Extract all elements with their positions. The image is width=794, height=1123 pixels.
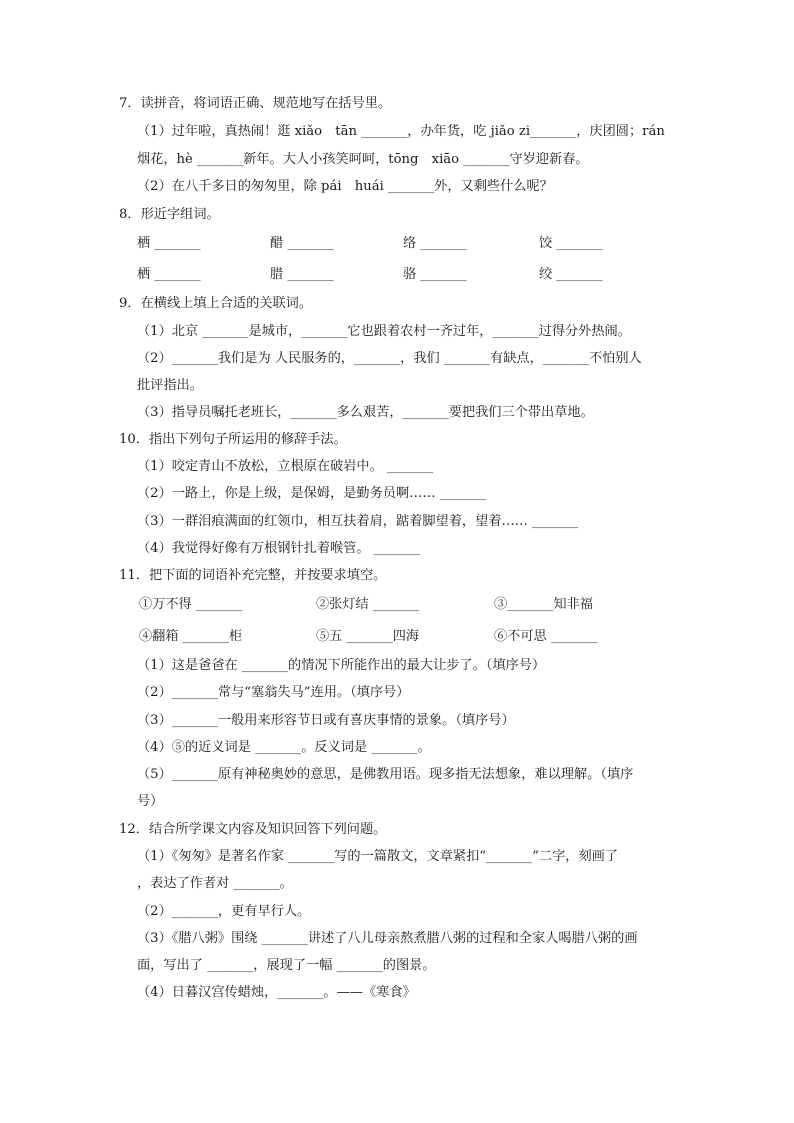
q11-line-3: （3）_______一般用来形容节日或有喜庆事情的景象。（填序号） — [137, 713, 515, 728]
q11-item: ③_______知非福 — [494, 597, 593, 612]
q7-line-3: （2）在八千多日的匆匆里，除 pái huái _______外，又剩些什么呢？ — [137, 179, 553, 194]
q11-line-4: （4）⑤的近义词是 _______。反义词是 _______。 — [137, 740, 431, 755]
q9-line-2: （2）_______我们是为 人民服务的，_______，我们 _______有缺点，_______不怕别人 — [137, 351, 642, 366]
q8-item: 栖 _______ — [137, 236, 201, 251]
q12-title: 12．结合所学课文内容及知识回答下列问题。 — [119, 822, 387, 837]
q9-line-1: （1）北京 _______是城市，_______它也跟着农村一齐过年，_______过得分外热闹。 — [137, 324, 631, 339]
q12-line-4: （3）《腊八粥》围绕 _______讲述了八儿母亲熬煮腊八粥的过程和全家人喝腊八粥的画 — [137, 931, 638, 946]
q11-line-5: （5）_______原有神秘奥妙的意思，是佛教用语。现多指无法想象，难以理解。（填序 — [137, 767, 634, 782]
q9-line-4: （3）指导员嘱托老班长，_______多么艰苦，_______要把我们三个带出草地。 — [137, 405, 594, 420]
q8-item: 腊 _______ — [270, 267, 334, 282]
q11-line-2: （2）_______常与“塞翁失马”连用。（填序号） — [137, 685, 410, 700]
q8-item: 饺 _______ — [539, 236, 603, 251]
q10-line-3: （3）一群泪痕满面的红领巾，相互扶着肩，踮着脚望着，望着…… _______ — [137, 514, 579, 529]
q10-line-4: （4）我觉得好像有万根钢针扎着喉管。 _______ — [137, 541, 420, 556]
q8-item: 绞 _______ — [539, 267, 603, 282]
q10-line-2: （2）一路上，你是上级，是保姆，是勤务员啊…… _______ — [137, 486, 486, 501]
q12-line-1: （1）《匆匆》是著名作家 _______写的一篇散文，文章紧扣“_______”二字，刻画了 — [137, 849, 619, 864]
q11-line-6: 号） — [137, 794, 164, 809]
q11-item: ②张灯结 _______ — [316, 597, 420, 612]
q7-title: 7．读拼音，将词语正确、规范地写在括号里。 — [119, 96, 392, 111]
q11-title: 11．把下面的词语补充完整，并按要求填空。 — [119, 568, 387, 583]
q12-line-3: （2）_______，更有早行人。 — [137, 904, 311, 919]
q11-item: ①万不得 _______ — [139, 597, 243, 612]
q8-item: 栖 _______ — [137, 267, 201, 282]
q12-line-2: ，表达了作者对 _______。 — [137, 876, 293, 891]
q11-line-1: （1）这是爸爸在 _______的情况下所能作出的最大让步了。（填序号） — [137, 658, 546, 673]
q11-item: ⑤五 _______四海 — [316, 629, 420, 644]
q7-line-2: 烟花，hè _______新年。大人小孩笑呵呵，tōng xiāo _______守岁迎新春。 — [137, 152, 589, 167]
q8-item: 醋 _______ — [270, 236, 334, 251]
q11-item: ⑥不可思 _______ — [494, 629, 598, 644]
q8-title: 8．形近字组词。 — [119, 207, 220, 222]
q9-line-3: 批评指出。 — [137, 378, 203, 393]
q12-line-6: （4）日暮汉宫传蜡烛，_______。——《寒食》 — [137, 985, 416, 1000]
q10-title: 10．指出下列句子所运用的修辞手法。 — [119, 432, 347, 447]
q10-line-1: （1）咬定青山不放松，立根原在破岩中。 _______ — [137, 459, 434, 474]
q8-item: 骆 _______ — [403, 267, 467, 282]
q9-title: 9．在横线上填上合适的关联词。 — [119, 296, 313, 311]
q11-item: ④翻箱 _______柜 — [139, 629, 243, 644]
q12-line-5: 面，写出了 _______，展现了一幅 _______的图景。 — [137, 958, 436, 973]
q8-item: 络 _______ — [403, 236, 467, 251]
q7-line-1: （1）过年啦，真热闹！逛 xiǎo tān _______，办年货，吃 jiǎo zi_______，庆团圆；rán — [137, 124, 665, 139]
